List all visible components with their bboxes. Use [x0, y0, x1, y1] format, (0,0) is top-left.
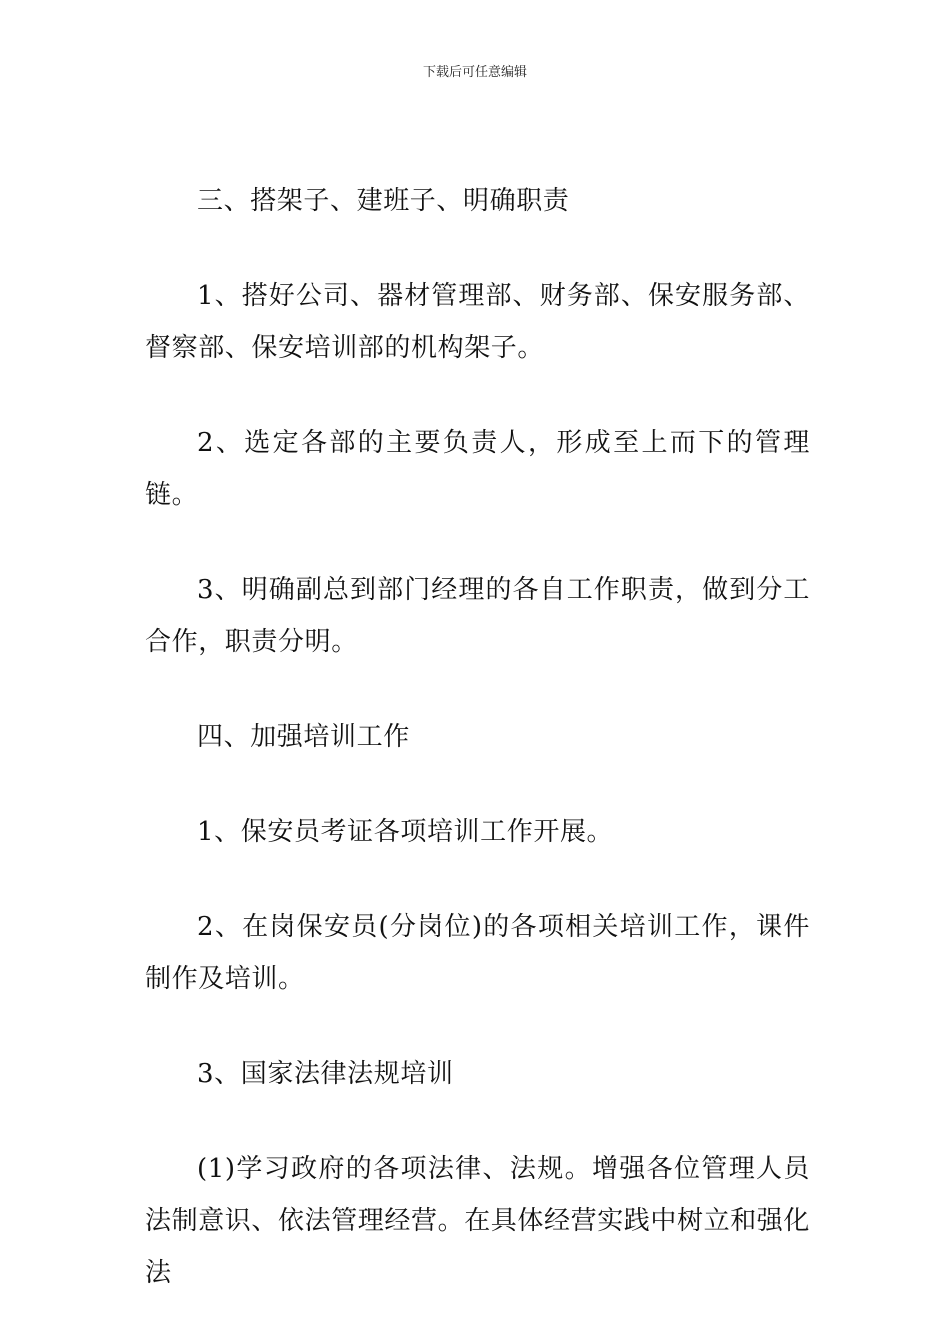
section-heading-4: 四、加强培训工作 — [197, 722, 410, 752]
paragraph-item: 2、在岗保安员(分岗位)的各项相关培训工作，课件制作及培训。 — [145, 912, 810, 994]
paragraph-item: 1、搭好公司、器材管理部、财务部、保安服务部、督察部、保安培训部的机构架子。 — [145, 281, 810, 363]
section-heading-3: 三、搭架子、建班子、明确职责 — [197, 186, 570, 216]
page-header: 下载后可任意编辑 — [422, 65, 527, 80]
paragraph-item: 3、国家法律法规培训 — [197, 1059, 454, 1089]
document-body — [145, 175, 810, 1299]
paragraph-item: (1)学习政府的各项法律、法规。增强各位管理人员法制意识、依法管理经营。在具体经营实践中树立和强化法 — [145, 1154, 811, 1288]
paragraph-item: 3、明确副总到部门经理的各自工作职责，做到分工合作，职责分明。 — [145, 575, 810, 657]
paragraph-item: 2、选定各部的主要负责人，形成至上而下的管理链。 — [145, 428, 810, 510]
paragraph-item: 1、保安员考证各项培训工作开展。 — [197, 817, 614, 847]
